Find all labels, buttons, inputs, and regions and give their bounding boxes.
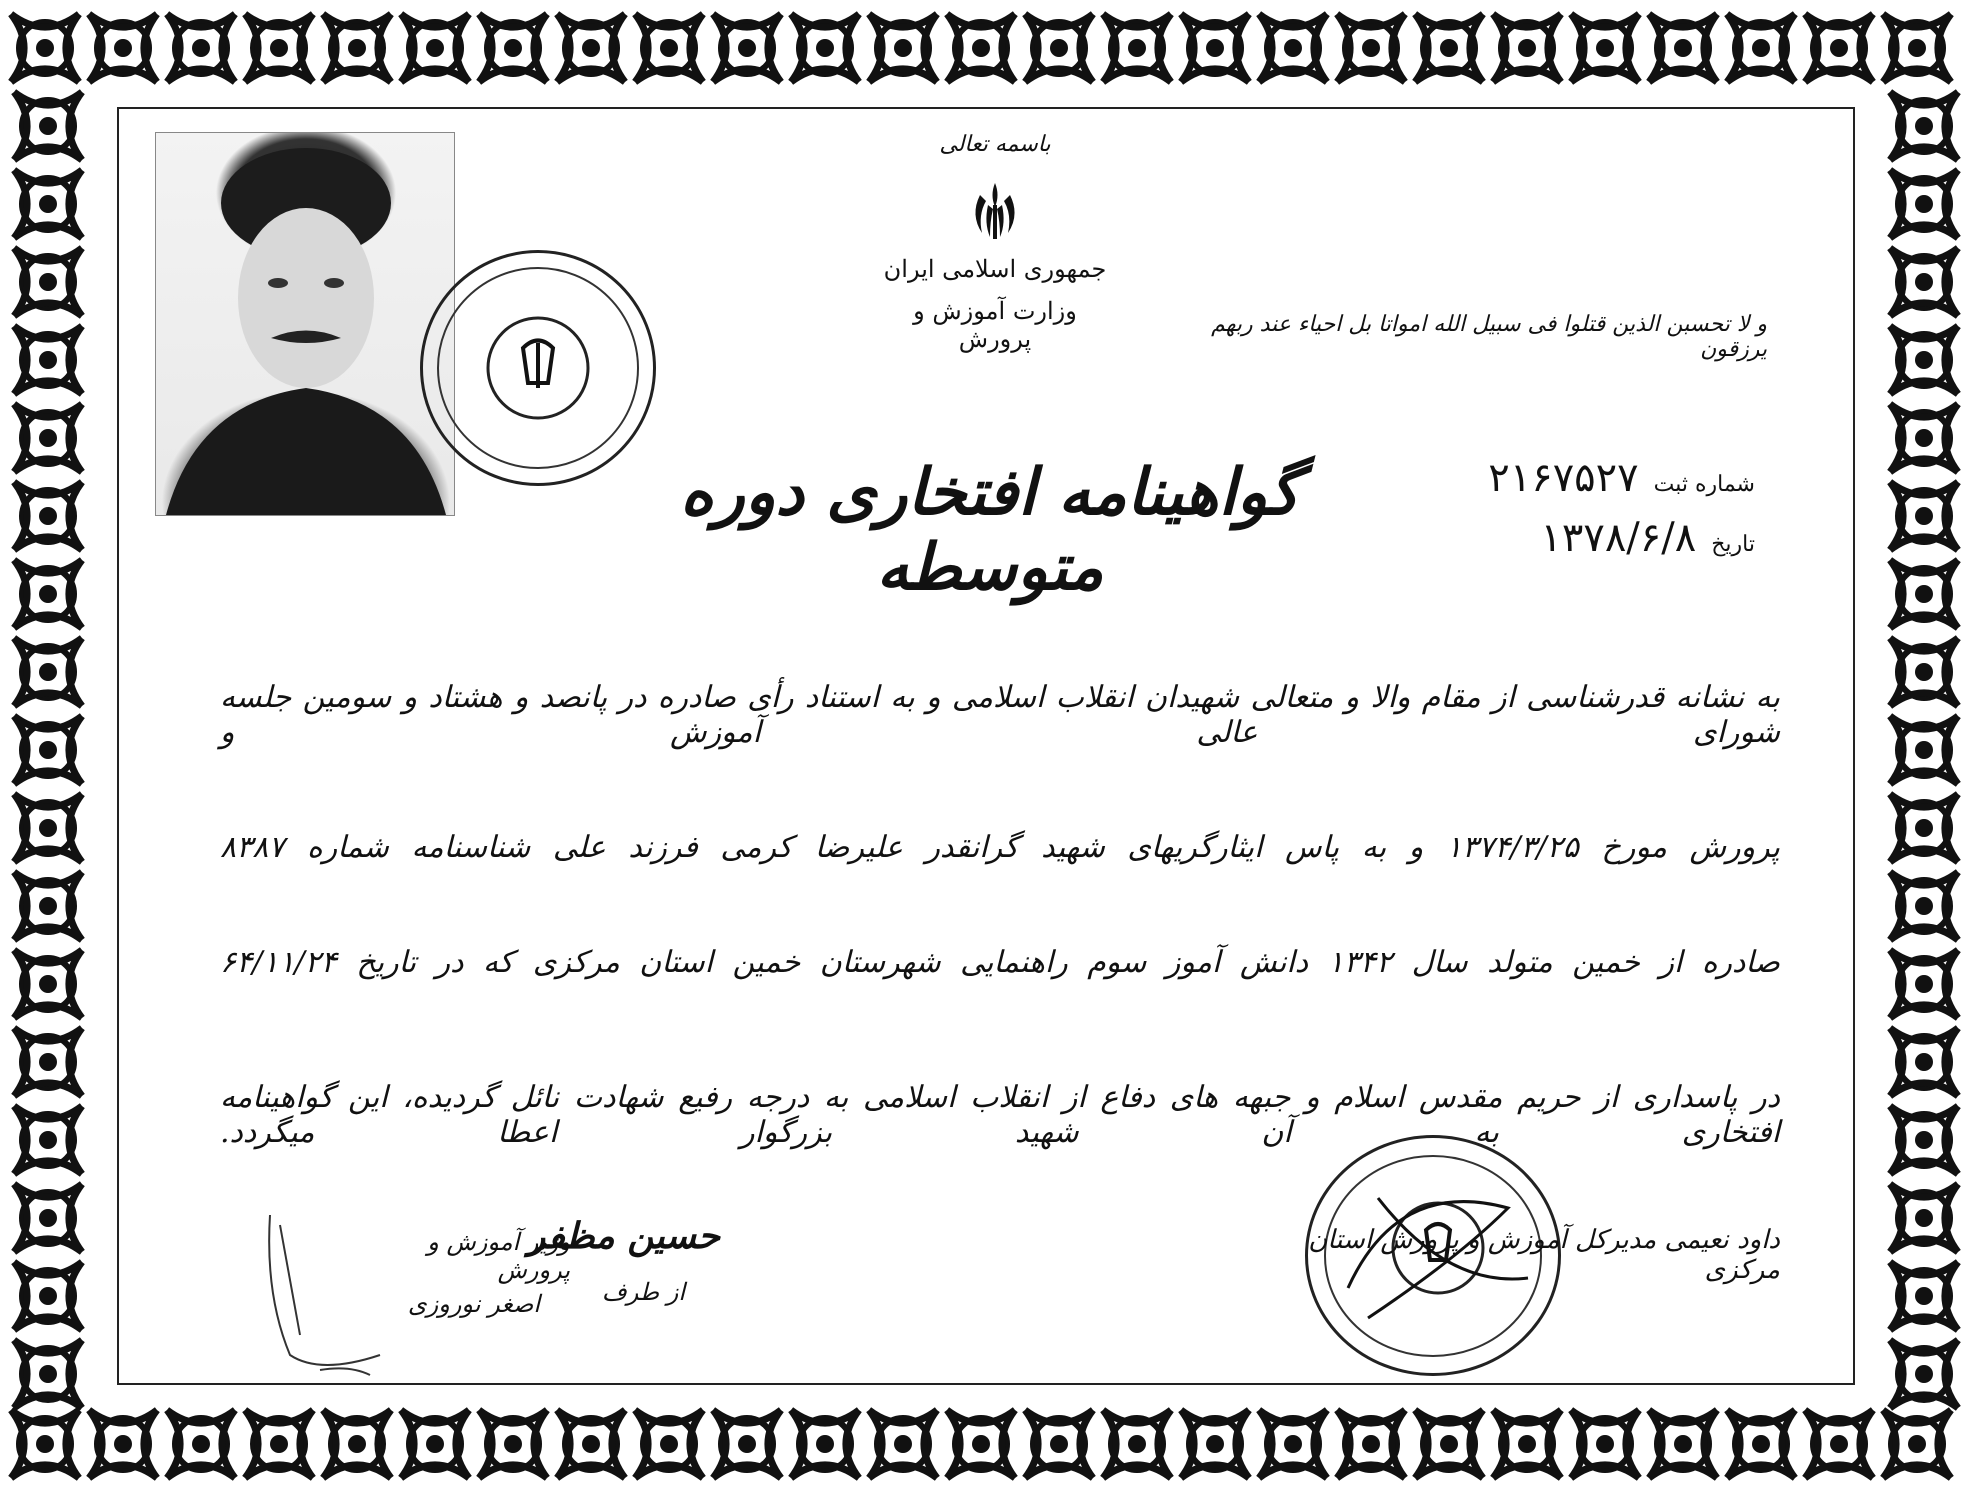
- border-ornament: [791, 14, 859, 82]
- quran-verse: و لا تحسبن الذین قتلوا فی سبیل الله امواتا بل احیاء عند ربهم یرزقون: [1211, 312, 1767, 362]
- border-ornament: [713, 1410, 781, 1478]
- border-ornament: [1493, 1410, 1561, 1478]
- border-ornament: [557, 14, 625, 82]
- border-ornament: [635, 14, 703, 82]
- border-ornament: [1415, 1410, 1483, 1478]
- iran-emblem-icon: [960, 175, 1030, 245]
- basmala: باسمه تعالی: [939, 132, 1051, 157]
- border-ornament: [1649, 14, 1717, 82]
- border-ornament: [1571, 14, 1639, 82]
- border-ornament: [14, 872, 82, 940]
- border-ornament: [1649, 1410, 1717, 1478]
- border-ornament: [713, 14, 781, 82]
- border-ornament: [245, 1410, 313, 1478]
- signer-name: اصغر نوروزی: [407, 1290, 540, 1318]
- border-ornament: [1890, 1184, 1958, 1252]
- border-ornament: [14, 1028, 82, 1096]
- border-ornament: [1025, 14, 1093, 82]
- border-ornament: [323, 14, 391, 82]
- body-line-3: صادره از خمین متولد سال ۱۳۴۲ دانش آموز سوم راهنمایی شهرستان خمین استان مرکزی که در تاریخ ۶۴/۱۱/۲۴: [220, 945, 1780, 980]
- border-ornament: [1883, 14, 1951, 82]
- border-ornament: [1025, 1410, 1093, 1478]
- border-ornament: [1337, 1410, 1405, 1478]
- certificate-title: گواهینامه افتخاری دوره متوسطه: [680, 455, 1300, 605]
- border-ornament: [401, 14, 469, 82]
- body-line-1: به نشانه قدرشناسی از مقام والا و متعالی شهیدان انقلاب اسلامی و به استناد رأی صادره در پانصد و هشتاد و سومین جلسه شورای عالی آموزش و: [220, 680, 1780, 750]
- border-ornament: [869, 1410, 937, 1478]
- border-ornament: [1181, 14, 1249, 82]
- border-ornament: [1890, 794, 1958, 862]
- border-ornament: [1415, 14, 1483, 82]
- border-ornament: [1890, 1106, 1958, 1174]
- border-ornament: [791, 1410, 859, 1478]
- border-ornament: [14, 638, 82, 706]
- date-label: تاریخ: [1711, 532, 1755, 557]
- registration-value: ۲۱۶۷۵۲۷: [1488, 455, 1639, 501]
- border-ornament: [1890, 248, 1958, 316]
- handwritten-signature: [260, 1205, 460, 1385]
- border-ornament: [1727, 1410, 1795, 1478]
- border-ornament: [89, 14, 157, 82]
- date-value: ۱۳۷۸/۶/۸: [1540, 515, 1697, 561]
- border-ornament: [1890, 92, 1958, 160]
- official-seal: [420, 250, 656, 486]
- border-ornament: [1727, 14, 1795, 82]
- border-ornament: [14, 248, 82, 316]
- border-ornament: [1890, 1262, 1958, 1330]
- border-ornament: [1890, 872, 1958, 940]
- body-line-4: در پاسداری از حریم مقدس اسلام و جبهه های دفاع از انقلاب اسلامی به درجه رفیع شهادت نائل گردیده، این گواهینامه افتخاری به آن شهید بزرگوار اعطا میگردد.: [220, 1080, 1780, 1150]
- on-behalf-label: از طرف: [601, 1278, 685, 1306]
- border-ornament: [14, 1106, 82, 1174]
- date-line: [1415, 515, 1755, 561]
- border-ornament: [1890, 950, 1958, 1018]
- border-ornament: [479, 1410, 547, 1478]
- border-ornament: [401, 1410, 469, 1478]
- registration-number-line: [1415, 455, 1755, 501]
- border-ornament: [947, 14, 1015, 82]
- republic-name: جمهوری اسلامی ایران: [883, 255, 1107, 283]
- border-ornament: [14, 482, 82, 550]
- border-ornament: [1890, 326, 1958, 394]
- border-ornament: [167, 14, 235, 82]
- border-ornament: [1103, 1410, 1171, 1478]
- portrait-photo: [155, 132, 455, 516]
- border-ornament: [14, 716, 82, 784]
- border-ornament: [323, 1410, 391, 1478]
- border-ornament: [1805, 14, 1873, 82]
- border-ornament: [14, 92, 82, 160]
- border-ornament: [14, 404, 82, 472]
- border-ornament: [14, 560, 82, 628]
- border-ornament: [1890, 1028, 1958, 1096]
- border-ornament: [1890, 716, 1958, 784]
- border-ornament: [1493, 14, 1561, 82]
- border-ornament: [167, 1410, 235, 1478]
- border-ornament: [245, 14, 313, 82]
- border-ornament: [1259, 14, 1327, 82]
- ministry-name: وزارت آموزش و پرورش: [913, 297, 1077, 353]
- header-block: [880, 132, 1110, 353]
- border-ornament: [1259, 1410, 1327, 1478]
- director-signature-text: داود نعیمی مدیرکل آموزش و پرورش استان مرکزی: [1308, 1225, 1780, 1285]
- border-ornament: [14, 1262, 82, 1330]
- border-ornament: [1890, 1340, 1958, 1408]
- border-ornament: [1890, 560, 1958, 628]
- body-line-2: پرورش مورخ ۱۳۷۴/۳/۲۵ و به پاس ایثارگریهای شهید گرانقدر علیرضا کرمی فرزند علی شناسنامه شماره ۸۳۸۷: [220, 830, 1780, 865]
- minister-name: حسین مظفر: [527, 1215, 720, 1257]
- border-ornament: [479, 14, 547, 82]
- border-ornament: [14, 1340, 82, 1408]
- border-ornament: [89, 1410, 157, 1478]
- border-ornament: [14, 1184, 82, 1252]
- border-ornament: [14, 326, 82, 394]
- border-ornament: [11, 14, 79, 82]
- border-ornament: [1181, 1410, 1249, 1478]
- minister-title: وزیر آموزش و پرورش: [427, 1228, 570, 1284]
- registration-label: شماره ثبت: [1653, 472, 1755, 497]
- border-ornament: [557, 1410, 625, 1478]
- border-ornament: [1890, 638, 1958, 706]
- border-ornament: [1571, 1410, 1639, 1478]
- border-ornament: [635, 1410, 703, 1478]
- border-ornament: [1890, 482, 1958, 550]
- border-ornament: [1337, 14, 1405, 82]
- border-ornament: [1890, 170, 1958, 238]
- border-ornament: [869, 14, 937, 82]
- border-ornament: [14, 170, 82, 238]
- border-ornament: [1883, 1410, 1951, 1478]
- border-ornament: [11, 1410, 79, 1478]
- border-ornament: [1890, 404, 1958, 472]
- border-ornament: [947, 1410, 1015, 1478]
- border-ornament: [1805, 1410, 1873, 1478]
- border-ornament: [14, 950, 82, 1018]
- border-ornament: [1103, 14, 1171, 82]
- border-ornament: [14, 794, 82, 862]
